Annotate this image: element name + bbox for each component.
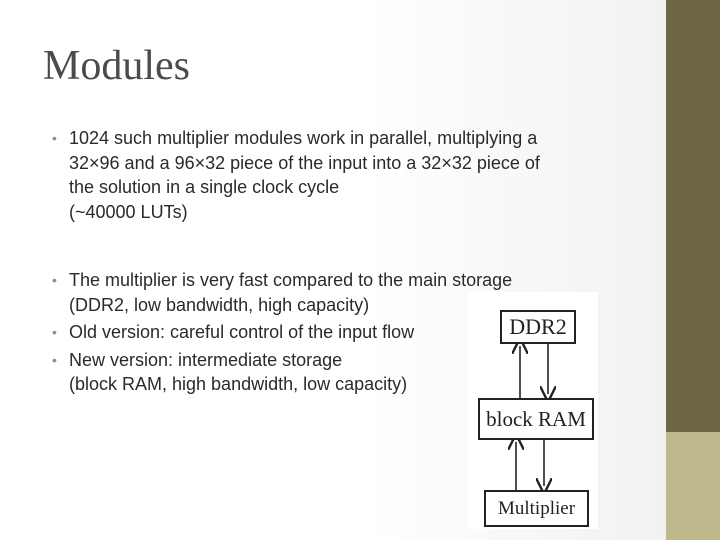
diagram-node-ddr2: DDR2 [500,310,576,344]
diagram-node-multiplier: Multiplier [484,490,589,527]
bullet-line: (block RAM, high bandwidth, low capacity) [69,374,408,394]
bullet-icon: • [52,351,57,368]
sidebar-accent-dark [666,0,720,432]
bullet-item-multiplier-modules [52,126,612,224]
bullet-line: (~40000 LUTs) [69,201,188,222]
memory-hierarchy-diagram [468,292,598,529]
sidebar-accent-light [666,432,720,540]
bullet-icon: • [52,272,57,288]
bullet-line: 1024 such multiplier modules work in parallel, multiplying a [69,128,538,148]
bullet-icon: • [52,324,57,340]
bullet-line: the solution in a single clock cycle [69,177,340,197]
bullet-list-top [52,126,612,224]
bullet-icon: • [52,130,57,146]
bullet-line: 32×96 and a 96×32 piece of the input into a 32×32 piece of [69,152,540,173]
bullet-line: (DDR2, low bandwidth, high capacity) [69,294,370,315]
slide-title: Modules [43,43,190,89]
bullet-line: New version: intermediate storage [69,349,343,370]
bullet-line: Old version: careful control of the input flow [69,322,415,342]
diagram-node-block-ram: block RAM [478,398,594,440]
bullet-line: The multiplier is very fast compared to the main storage [69,270,513,290]
